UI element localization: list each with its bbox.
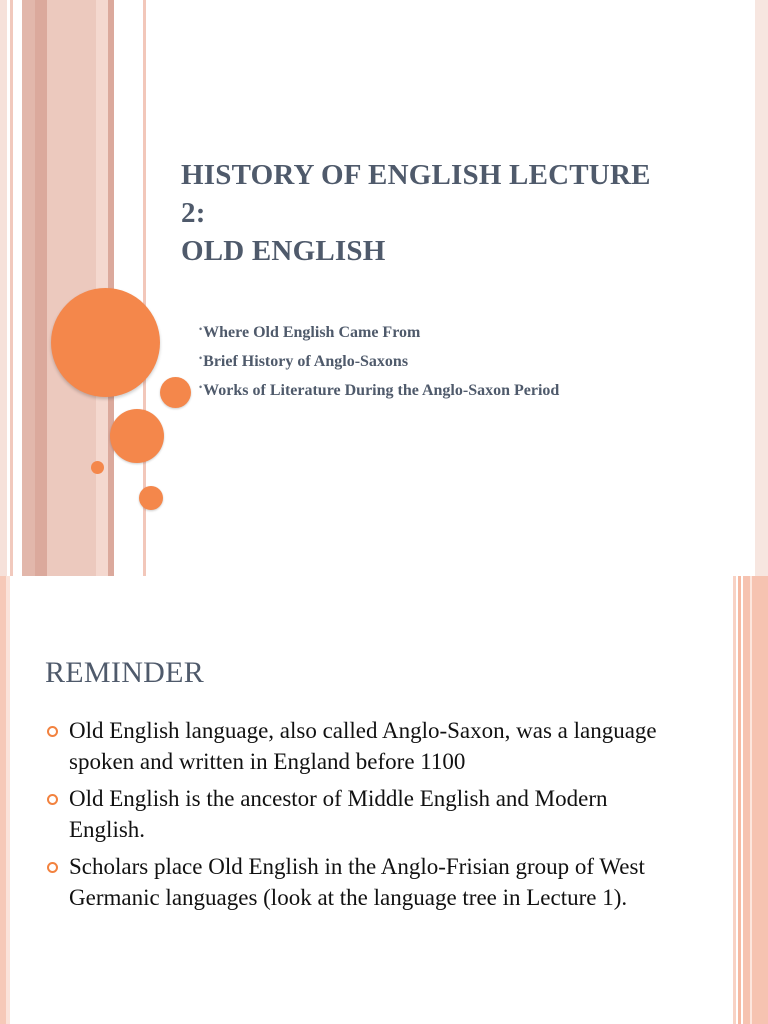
bullet-dot-icon: •	[199, 382, 203, 392]
decorative-stripe	[22, 0, 35, 576]
decorative-circle	[91, 461, 104, 474]
bullet-ring-icon	[47, 726, 58, 737]
decorative-stripe	[47, 0, 96, 576]
decorative-stripe	[750, 576, 752, 1024]
list-item-text: Brief History of Anglo-Saxons	[203, 353, 409, 370]
list-item	[44, 852, 674, 913]
title-line: 2:	[181, 197, 206, 229]
decorative-stripe	[35, 0, 47, 576]
decorative-stripe	[738, 576, 741, 1024]
list-item	[199, 374, 739, 403]
bullet-ring-icon	[47, 794, 58, 805]
decorative-stripe	[0, 0, 7, 576]
list-item-text: Old English language, also called Anglo-Saxon, was a language spoken and written in England before 1100	[69, 718, 657, 774]
decorative-stripe	[6, 576, 10, 1024]
decorative-stripe	[743, 576, 768, 1024]
list-item	[44, 716, 674, 777]
list-item-text: Scholars place Old English in the Anglo-Frisian group of West Germanic languages (look at the language tree in Lecture 1).	[69, 854, 645, 910]
list-item	[199, 316, 739, 345]
bullet-ring-icon	[47, 862, 58, 873]
decorative-circle	[160, 377, 191, 408]
list-item-text: Old English is the ancestor of Middle English and Modern English.	[69, 786, 608, 842]
title-line: HISTORY OF ENGLISH LECTURE	[181, 159, 651, 191]
subtitle-list	[199, 316, 739, 403]
bullet-dot-icon: •	[199, 353, 203, 363]
slide-title	[181, 156, 741, 270]
decorative-stripe	[755, 0, 768, 576]
bullet-dot-icon: •	[199, 324, 203, 334]
decorative-stripe	[10, 0, 13, 576]
list-item-text: Where Old English Came From	[203, 324, 421, 341]
decorative-circle	[139, 486, 163, 510]
bullet-list	[44, 716, 674, 920]
slide-heading: REMINDER	[45, 656, 205, 689]
decorative-stripe	[733, 576, 736, 1024]
list-item	[44, 784, 674, 845]
decorative-circle	[110, 409, 164, 463]
list-item	[199, 345, 739, 374]
decorative-circle	[51, 288, 160, 397]
reminder-slide	[0, 576, 768, 1024]
title-line: OLD ENGLISH	[181, 235, 386, 267]
list-item-text: Works of Literature During the Anglo-Saxon Period	[203, 382, 560, 399]
